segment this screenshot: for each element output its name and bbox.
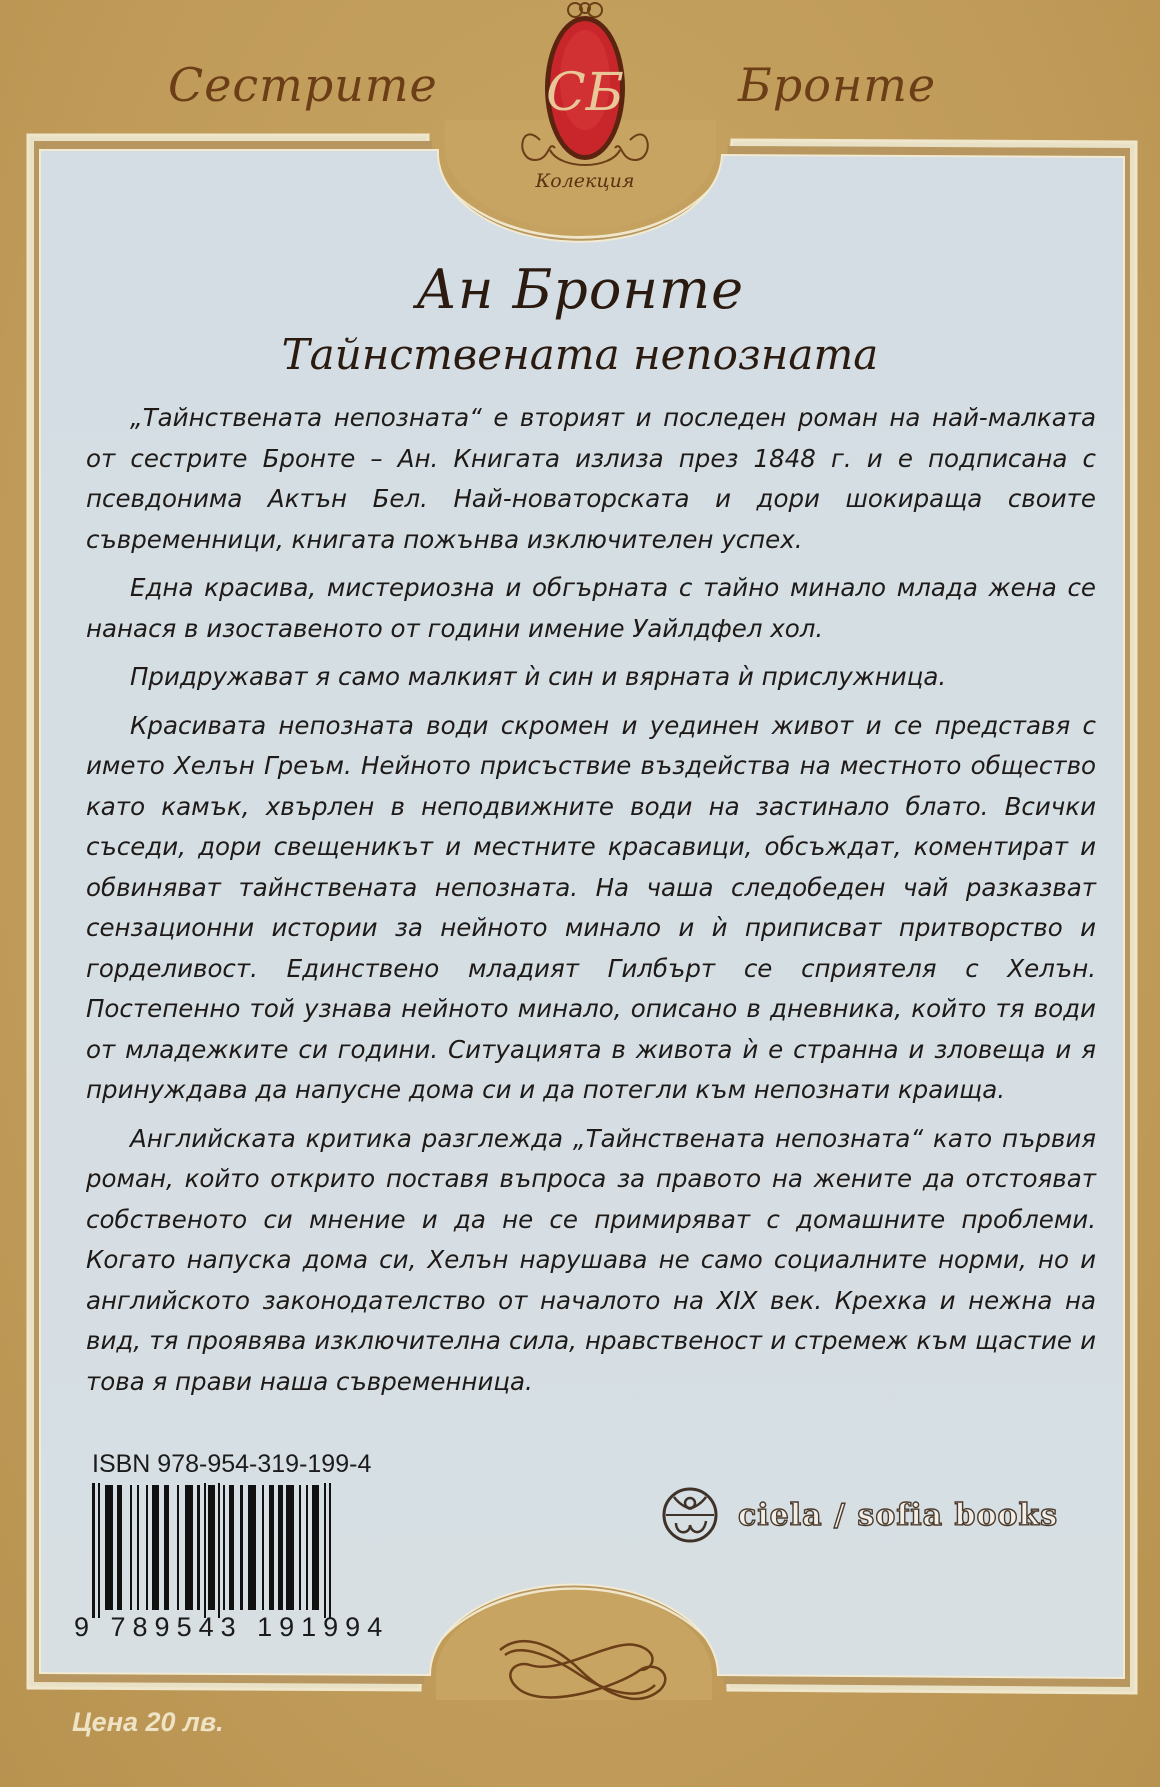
isbn-label: ISBN 978-954-319-199-4 xyxy=(92,1450,372,1478)
series-title-left: Сестрите xyxy=(168,58,438,112)
book-description xyxy=(86,398,1096,1410)
publisher-name: ciela / sofia books xyxy=(738,1497,1059,1533)
flourish-ornament-icon xyxy=(470,1630,690,1710)
description-paragraph: „Тайнствената непозната“ е вторият и последен роман на най-малката от сестрите Бронте – Ан. Книгата излиза през 1848 г. и е подписана с псевдонима Актън Бел. Най-новаторската и дори шокираща своите съвременници, книгата пожънва изключителен успех. xyxy=(86,403,1096,554)
barcode-icon xyxy=(92,1483,332,1618)
description-paragraph: Придружават я само малкият ѝ син и вярната ѝ прислужница. xyxy=(130,662,947,691)
publisher-logo xyxy=(660,1480,1100,1550)
svg-text:СБ: СБ xyxy=(546,63,624,123)
om-circle-icon xyxy=(660,1485,720,1545)
book-title: Тайнствената непозната xyxy=(281,330,879,379)
price-label: Цена 20 лв. xyxy=(72,1707,224,1737)
author-name: Ан Бронте xyxy=(415,258,745,321)
barcode-digits: 9 789543 191994 xyxy=(74,1612,390,1642)
collection-label: Колекция xyxy=(535,170,635,192)
description-paragraph: Една красива, мистериозна и обгърната с тайно минало млада жена се нанася в изоставеното от години имение Уайлдфел хол. xyxy=(86,573,1096,643)
description-paragraph: Красивата непозната води скромен и уединен живот и се представя с името Хелън Греъм. Нейното присъствие въздейства на местното общество като камък, хвърлен в неподвижните води на застинало блато. Всички съседи, дори свещеникът и местните красавици, обсъждат, коментират и обвиняват тайнствената непозната. На чаша следобеден чай разказват сензационни истории за нейното минало и ѝ приписват притворство и горделивост. Единствено младият Гилбърт се сприятеля с Хелън. Постепенно той узнава нейното минало, описано в дневника, който тя води от младежките си години. Ситуацията в живота ѝ е странна и зловеща и я принуждава да напусне дома си и да потегли към непознати краища. xyxy=(86,710,1096,1104)
description-paragraph: Английската критика разглежда „Тайнствената непозната“ като първия роман, който открито поставя въпроса за правото на жените да отстояват собственото си мнение и да не се примиряват с домашните проблеми. Когато напуска дома си, Хелън нарушава не само социалните норми, но и английското законодателство от началото на XIX век. Крехка и нежна на вид, тя проявява изключителна сила, нравственост и стремеж към щастие и това я прави наша съвременница. xyxy=(86,1123,1096,1396)
series-title-right: Бронте xyxy=(738,58,937,112)
